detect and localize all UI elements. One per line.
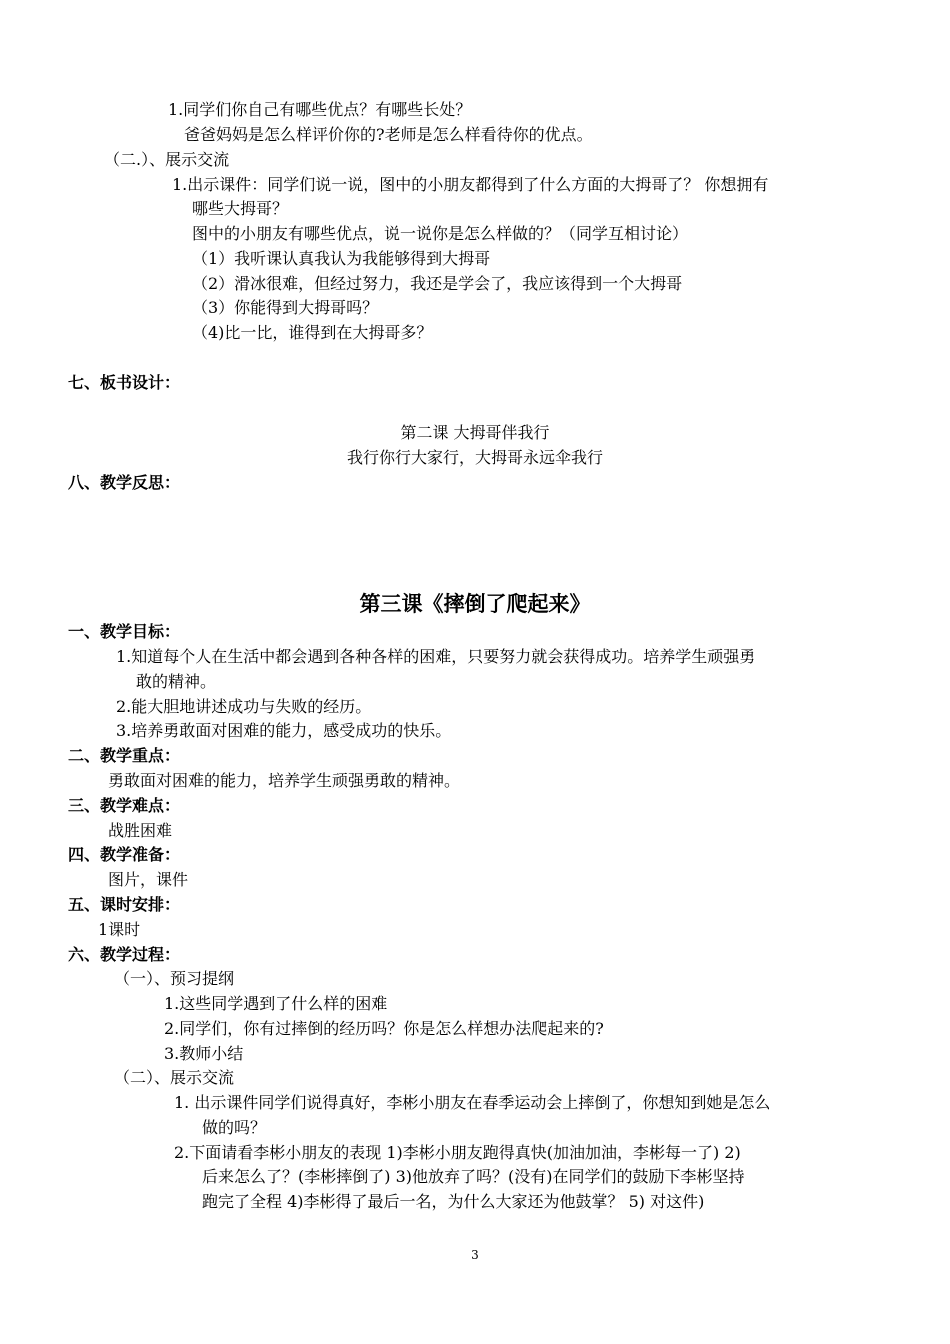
item-2: 图中的小朋友有哪些优点，说一说你是怎么样做的？（同学互相讨论） — [192, 224, 689, 243]
section-display-exchange: （二.）、展示交流 — [104, 150, 230, 169]
heading-difficulty: 三、教学难点： — [68, 796, 181, 815]
section-display-exchange-2: （二）、展示交流 — [114, 1068, 235, 1087]
display-item-2-line-2: 后来怎么了？(李彬摔倒了) 3)他放弃了吗？(没有)在同学们的鼓励下李彬坚持 — [202, 1167, 745, 1186]
lesson-title: 第三课《摔倒了爬起来》 — [359, 592, 591, 616]
heading-schedule: 五、课时安排： — [68, 895, 181, 914]
sub-item-4: （4)比一比，谁得到在大拇哥多？ — [192, 323, 433, 342]
preview-item-1: 1.这些同学遇到了什么样的困难 — [164, 994, 388, 1013]
sub-item-1: （1）我听课认真我认为我能够得到大拇哥 — [192, 249, 491, 268]
heading-preparation: 四、教学准备： — [68, 845, 181, 864]
item-1-line-2: 哪些大拇哥？ — [192, 199, 289, 218]
question-1-continued: 爸爸妈妈是怎么样评价你的?老师是怎么样看待你的优点。 — [184, 125, 593, 144]
schedule-text: 1课时 — [98, 920, 141, 939]
section-preview-outline: （一）、预习提纲 — [114, 969, 235, 988]
heading-board-design: 七、板书设计： — [68, 373, 181, 392]
display-item-1-line-1: 1. 出示课件同学们说得真好，李彬小朋友在春季运动会上摔倒了，你想知到她是怎么 — [174, 1093, 771, 1112]
preview-item-3: 3.教师小结 — [164, 1044, 244, 1063]
preparation-text: 图片，课件 — [108, 870, 189, 889]
sub-item-3: （3）你能得到大拇哥吗？ — [192, 298, 379, 317]
heading-reflection: 八、教学反思： — [68, 473, 181, 492]
heading-goals: 一、教学目标： — [68, 622, 181, 641]
display-item-2-line-3: 跑完了全程 4)李彬得了最后一名，为什么大家还为他鼓掌？ 5) 对这件) — [202, 1192, 705, 1211]
goal-2: 2.能大胆地讲述成功与失败的经历。 — [116, 697, 372, 716]
goal-1-line-2: 敢的精神。 — [136, 672, 217, 691]
board-line-1: 第二课 大拇哥伴我行 — [400, 423, 550, 442]
preview-item-2: 2.同学们，你有过摔倒的经历吗？你是怎么样想办法爬起来的? — [164, 1019, 604, 1038]
difficulty-text: 战胜困难 — [108, 821, 173, 840]
page-number: 3 — [471, 1248, 479, 1262]
board-line-2: 我行你行大家行，大拇哥永远伞我行 — [346, 448, 603, 467]
sub-item-2: （2）滑冰很难，但经过努力，我还是学会了，我应该得到一个大拇哥 — [192, 274, 683, 293]
heading-key-points: 二、教学重点： — [68, 746, 181, 765]
heading-process: 六、教学过程： — [68, 945, 181, 964]
goal-3: 3.培养勇敢面对困难的能力，感受成功的快乐。 — [116, 721, 452, 740]
question-1: 1.同学们你自己有哪些优点？有哪些长处？ — [168, 100, 472, 119]
goal-1-line-1: 1.知道每个人在生活中都会遇到各种各样的困难，只要努力就会获得成功。培养学生顽强勇 — [116, 647, 756, 666]
item-1-line-1: 1.出示课件：同学们说一说，图中的小朋友都得到了什么方面的大拇哥了？ 你想拥有 — [172, 175, 769, 194]
display-item-2-line-1: 2.下面请看李彬小朋友的表现 1)李彬小朋友跑得真快(加油加油，李彬每一了) 2) — [174, 1143, 741, 1162]
key-points-text: 勇敢面对困难的能力，培养学生顽强勇敢的精神。 — [108, 771, 461, 790]
display-item-1-line-2: 做的吗？ — [202, 1118, 267, 1137]
